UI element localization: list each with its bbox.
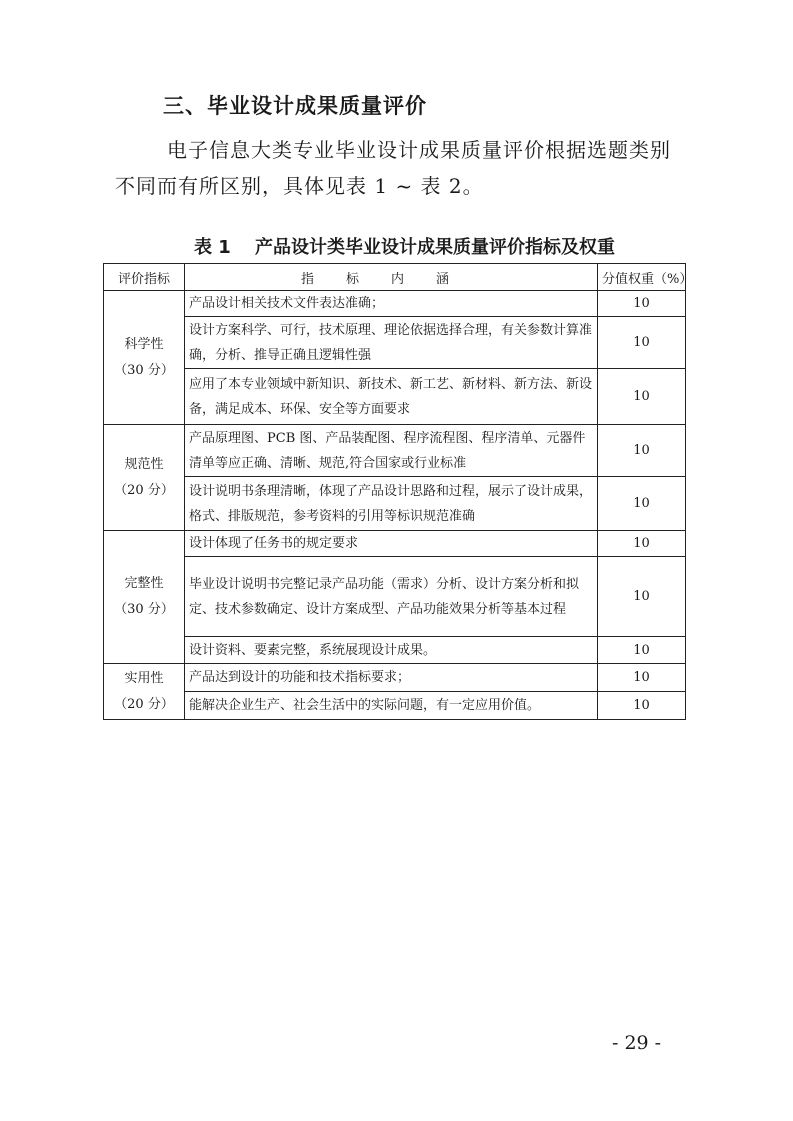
header-weight: 分值权重（%） — [598, 264, 686, 291]
weight-cell: 10 — [598, 291, 686, 317]
table-row — [104, 692, 686, 720]
intro-paragraph: 电子信息大类专业毕业设计成果质量评价根据选题类别不同而有所区别，具体见表 1 ~ 表 2。 — [115, 138, 671, 198]
category-name: 完整性 — [124, 576, 164, 591]
content-cell: 设计说明书条理清晰，体现了产品设计思路和过程，展示了设计成果，格式、排版规范，参考资料的引用等标识规范准确 — [185, 477, 598, 531]
category-score: （30 分） — [114, 602, 174, 617]
content-cell: 毕业设计说明书完整记录产品功能（需求）分析、设计方案分析和拟定、技术参数确定、设计方案成型、产品功能效果分析等基本过程 — [185, 557, 598, 637]
weight-cell: 10 — [598, 317, 686, 369]
content-cell: 应用了本专业领域中新知识、新技术、新工艺、新材料、新方法、新设备，满足成本、环保、安全等方面要求 — [185, 369, 598, 425]
content-cell: 设计资料、要素完整，系统展现设计成果。 — [185, 637, 598, 664]
weight-cell: 10 — [598, 664, 686, 692]
category-cell — [104, 425, 185, 531]
category-score: （20 分） — [114, 482, 174, 498]
table-row — [104, 664, 686, 692]
category-cell — [104, 664, 185, 720]
weight-cell: 10 — [598, 369, 686, 425]
category-cell — [104, 291, 185, 425]
table-row — [104, 291, 686, 317]
category-name: 实用性 — [124, 670, 164, 686]
weight-cell: 10 — [598, 531, 686, 557]
content-cell: 设计方案科学、可行，技术原理、理论依据选择合理，有关参数计算准确，分析、推导正确且逻辑性强 — [185, 317, 598, 369]
category-name: 科学性 — [124, 336, 164, 352]
table-row — [104, 477, 686, 531]
table-header-row — [104, 264, 686, 291]
table-row — [104, 531, 686, 557]
header-indicator: 评价指标 — [104, 264, 185, 291]
weight-cell: 10 — [598, 637, 686, 664]
weight-cell: 10 — [598, 477, 686, 531]
section-heading: 三、毕业设计成果质量评价 — [163, 94, 427, 118]
category-score: （30 分） — [114, 362, 174, 378]
table-row — [104, 317, 686, 369]
table-row — [104, 637, 686, 664]
table-row — [104, 557, 686, 637]
category-cell — [104, 531, 185, 664]
content-cell: 设计体现了任务书的规定要求 — [185, 531, 598, 557]
page-number: - 29 - — [612, 1032, 662, 1054]
table-row — [104, 369, 686, 425]
content-cell: 能解决企业生产、社会生活中的实际问题，有一定应用价值。 — [185, 692, 598, 720]
category-name: 规范性 — [124, 456, 164, 472]
header-content: 指标内涵 — [185, 264, 598, 291]
evaluation-table — [103, 263, 693, 720]
table-row — [104, 425, 686, 477]
weight-cell: 10 — [598, 557, 686, 637]
content-cell: 产品设计相关技术文件表达准确； — [185, 291, 598, 317]
weight-cell: 10 — [598, 425, 686, 477]
weight-cell: 10 — [598, 692, 686, 720]
category-score: （20 分） — [114, 696, 174, 712]
table-caption: 表 1 产品设计类毕业设计成果质量评价指标及权重 — [193, 237, 616, 258]
content-cell: 产品达到设计的功能和技术指标要求； — [185, 664, 598, 692]
content-cell: 产品原理图、PCB 图、产品装配图、程序流程图、程序清单、元器件清单等应正确、清晰、规范,符合国家或行业标准 — [185, 425, 598, 477]
